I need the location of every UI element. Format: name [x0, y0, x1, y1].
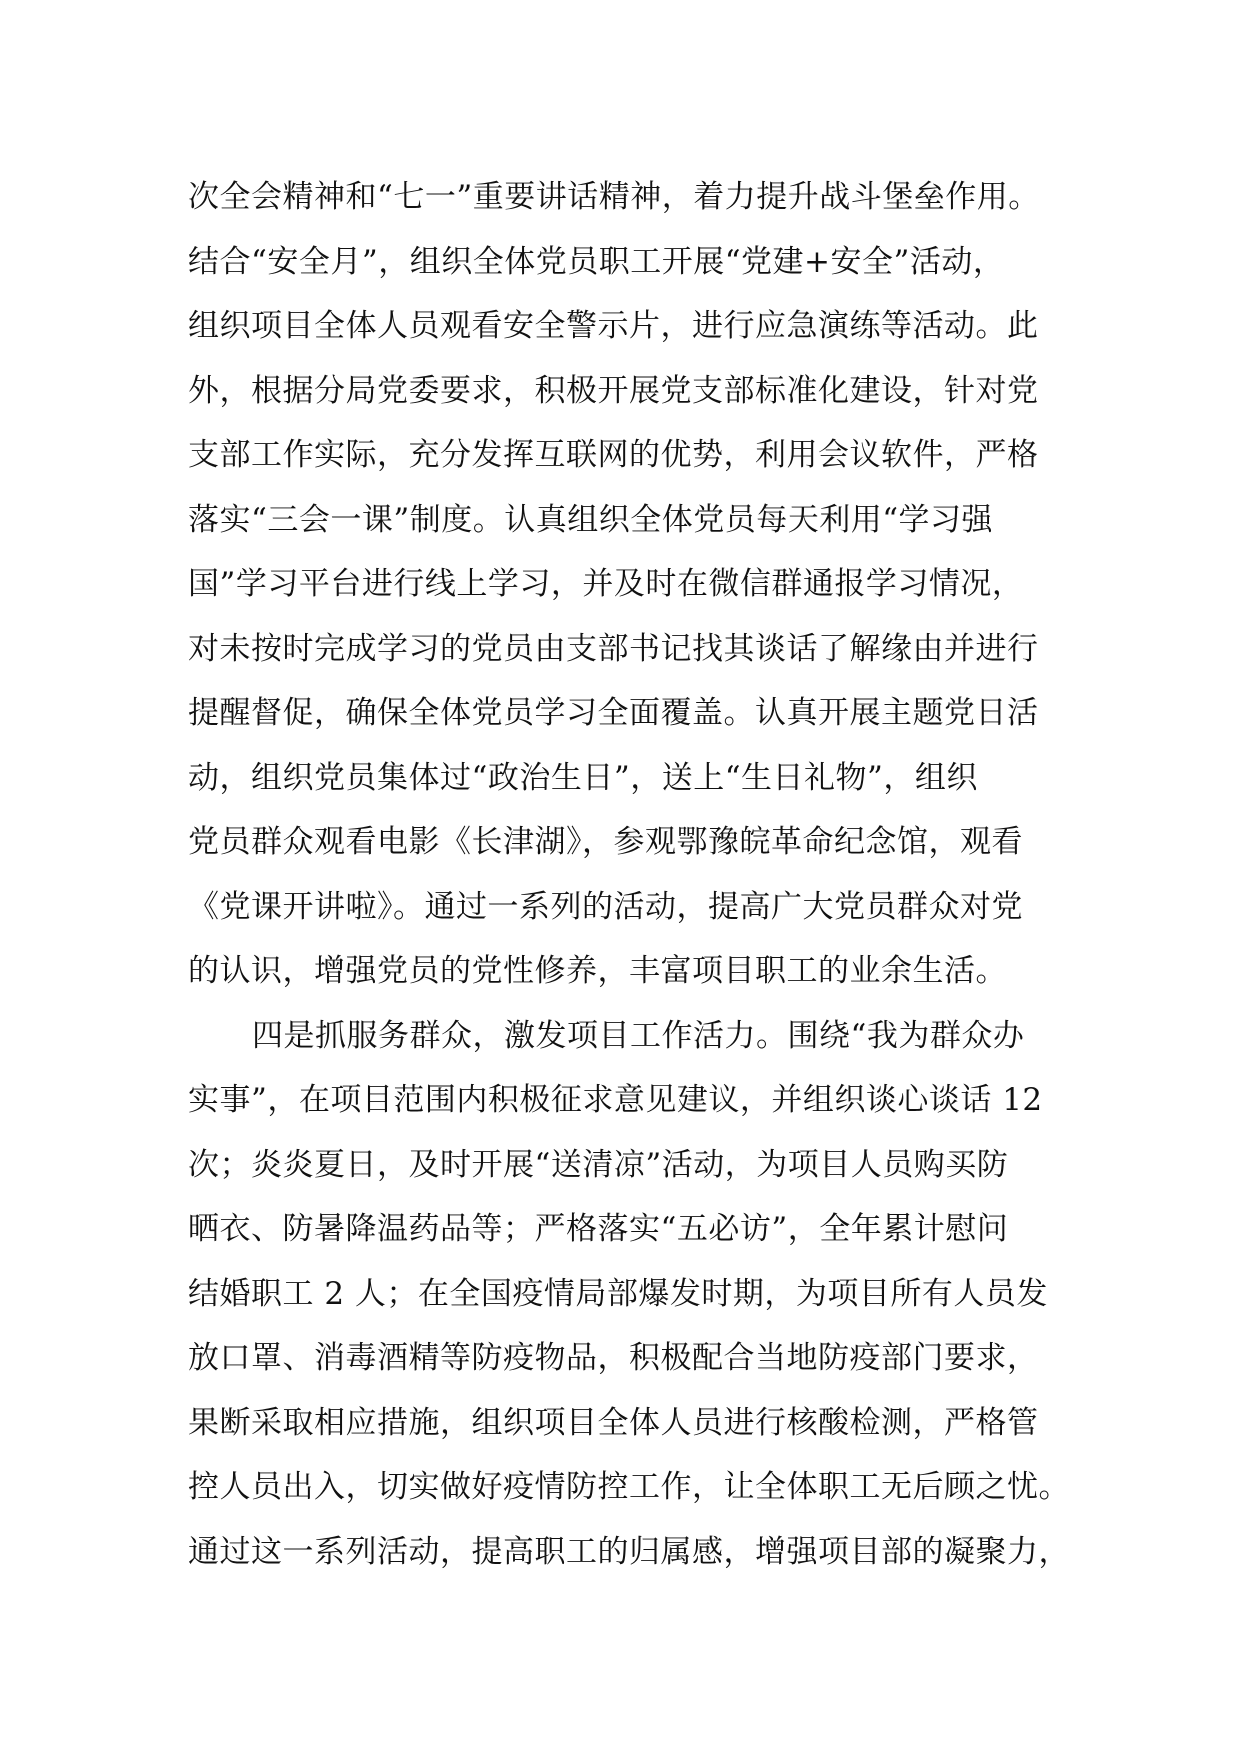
- text-line: 次全会精神和“七一”重要讲话精神，着力提升战斗堡垒作用。: [188, 179, 1040, 215]
- text-line: 《党课开讲啦》。通过一系列的活动，提高广大党员群众对党: [188, 888, 1023, 925]
- text-line: 次；炎炎夏日，及时开展“送清凉”活动，为项目人员购买防: [188, 1146, 1009, 1183]
- text-line: 提醒督促，确保全体党员学习全面覆盖。认真开展主题党日活: [188, 695, 1039, 731]
- text-line: 放口罩、消毒酒精等防疫物品，积极配合当地防疫部门要求，: [188, 1340, 1039, 1376]
- text-line: 晒衣、防暑降温药品等；严格落实“五必访”，全年累计慰问: [188, 1211, 1009, 1247]
- text-line: 结合“安全月”，组织全体党员职工开展“党建+安全”活动，: [188, 243, 1005, 280]
- text-line: 国”学习平台进行线上学习，并及时在微信群通报学习情况，: [188, 566, 1024, 602]
- text-line: 控人员出入，切实做好疫情防控工作，让全体职工无后顾之忧。: [188, 1469, 1070, 1505]
- text-line: 果断采取相应措施，组织项目全体人员进行核酸检测，严格管: [188, 1404, 1039, 1441]
- body-text: [188, 165, 1068, 1584]
- text-line: 组织项目全体人员观看安全警示片，进行应急演练等活动。此: [188, 308, 1039, 344]
- text-line: 对未按时完成学习的党员由支部书记找其谈话了解缘由并进行: [188, 630, 1039, 667]
- text-line: 通过这一系列活动，提高职工的归属感，增强项目部的凝聚力，: [188, 1533, 1070, 1570]
- paragraph-start-line: 四是抓服务群众，激发项目工作活力。围绕“我为群众办: [252, 1017, 1025, 1054]
- text-line: 支部工作实际，充分发挥互联网的优势，利用会议软件，严格: [188, 437, 1039, 473]
- text-line: 的认识，增强党员的党性修养，丰富项目职工的业余生活。: [188, 953, 1007, 989]
- text-line: 落实“三会一课”制度。认真组织全体党员每天利用“学习强: [188, 501, 994, 538]
- text-line: 实事”，在项目范围内积极征求意见建议，并组织谈心谈话 12: [188, 1082, 1043, 1118]
- text-line: 动，组织党员集体过“政治生日”，送上“生日礼物”，组织: [188, 759, 978, 796]
- text-line: 结婚职工 2 人；在全国疫情局部爆发时期，为项目所有人员发: [188, 1275, 1048, 1312]
- text-line: 党员群众观看电影《长津湖》，参观鄂豫皖革命纪念馆，观看: [188, 824, 1023, 860]
- text-line: 外，根据分局党委要求，积极开展党支部标准化建设，针对党: [188, 372, 1039, 409]
